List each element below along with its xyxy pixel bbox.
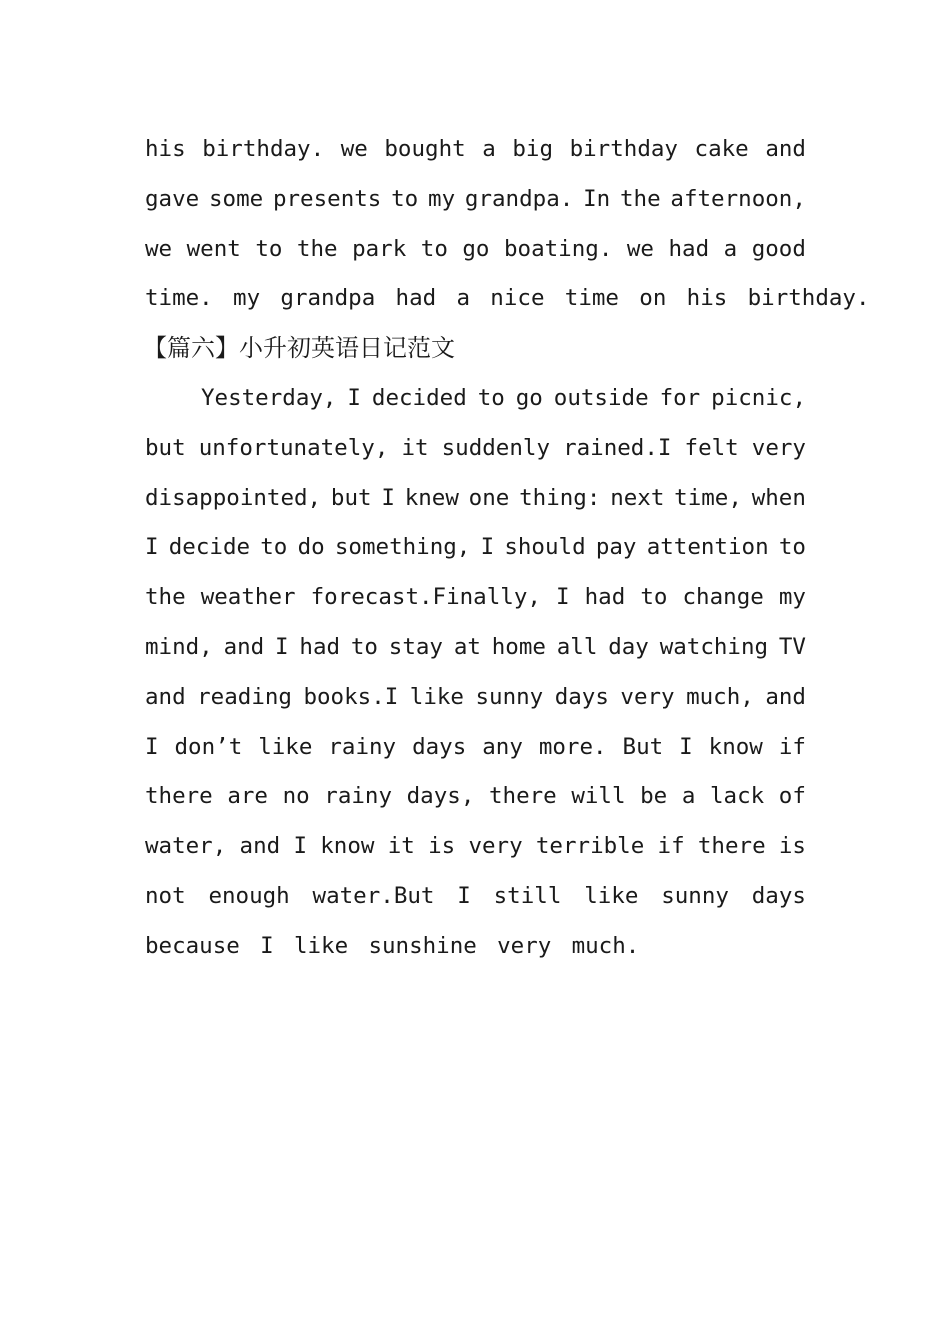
- word: be: [640, 783, 668, 810]
- text-line: [145, 573, 806, 623]
- text-line: [145, 125, 806, 175]
- word: lack: [709, 783, 765, 810]
- word: to: [350, 633, 378, 660]
- word: some: [208, 185, 264, 212]
- word: disappointed,: [145, 484, 322, 511]
- word: know: [708, 733, 763, 760]
- word: terrible: [535, 833, 645, 860]
- document-body: [143, 125, 870, 972]
- word: like: [584, 882, 639, 909]
- word: I: [145, 534, 159, 561]
- word: I: [480, 534, 495, 561]
- word: birthday.: [202, 136, 325, 162]
- word: will: [571, 783, 626, 810]
- word: and: [223, 633, 265, 660]
- paragraph-rainy-day: [145, 374, 806, 972]
- word: I: [275, 633, 289, 660]
- word: like: [409, 683, 464, 710]
- word: day: [608, 633, 649, 660]
- word: had: [584, 584, 626, 611]
- word: In: [583, 185, 611, 212]
- word: a: [482, 136, 496, 162]
- word: cake: [694, 136, 749, 162]
- word: I: [556, 584, 570, 611]
- word: decide: [168, 534, 251, 561]
- word: outside: [553, 384, 649, 411]
- word: there: [145, 783, 213, 810]
- word: mind,: [145, 633, 213, 660]
- word: to: [260, 534, 288, 561]
- text-line: [145, 175, 806, 225]
- word: rainy: [328, 733, 397, 760]
- word: days: [554, 683, 609, 710]
- word: stay: [388, 633, 443, 660]
- paragraph-birthday: [145, 125, 870, 324]
- word: good: [751, 235, 806, 262]
- word: still: [493, 882, 562, 909]
- text-line: [145, 772, 806, 822]
- text-line: time. my grandpa had a nice time on his birthday.: [145, 285, 870, 312]
- word: but: [145, 434, 186, 461]
- word: one: [468, 484, 510, 511]
- word: I: [293, 833, 307, 860]
- text-line: [145, 723, 806, 773]
- word: books.I: [303, 683, 399, 710]
- word: big: [512, 136, 554, 162]
- word: birthday: [569, 136, 678, 162]
- word: reading: [197, 683, 292, 710]
- word: next: [610, 484, 665, 511]
- word: presents: [272, 185, 382, 212]
- word: my: [778, 584, 806, 611]
- word: the: [619, 185, 661, 212]
- word: thing:: [519, 484, 601, 511]
- text-line: [145, 225, 806, 275]
- word: park: [352, 235, 407, 262]
- word: for: [659, 384, 701, 411]
- word: had: [668, 235, 710, 262]
- word: the: [296, 235, 338, 262]
- word: rainy: [324, 783, 393, 810]
- word: sunny: [475, 683, 544, 710]
- word: should: [504, 534, 586, 561]
- word: afternoon,: [670, 185, 806, 212]
- word: at: [453, 633, 481, 660]
- word: we: [145, 235, 173, 262]
- word: any: [482, 733, 523, 760]
- word: know: [320, 833, 375, 860]
- word: boating.: [504, 235, 613, 262]
- word: of: [778, 783, 806, 810]
- word: to: [420, 235, 448, 262]
- text-line: [145, 424, 806, 474]
- word: we: [626, 235, 654, 262]
- word: knew: [404, 484, 459, 511]
- word: it: [401, 434, 429, 461]
- word: much,: [686, 683, 754, 710]
- word: is: [428, 833, 456, 860]
- word: if: [778, 733, 806, 760]
- text-line: [145, 474, 806, 524]
- word: is: [778, 833, 806, 860]
- word: felt: [684, 434, 739, 461]
- word: to: [255, 235, 283, 262]
- word: go: [515, 384, 543, 411]
- word: to: [640, 584, 668, 611]
- word: time,: [674, 484, 742, 511]
- word: all: [556, 633, 598, 660]
- word: and: [145, 683, 186, 710]
- word: something,: [334, 534, 471, 561]
- word: go: [462, 235, 490, 262]
- word: days,: [406, 783, 475, 810]
- word: But: [622, 733, 664, 760]
- text-line: [145, 623, 806, 673]
- word: no: [282, 783, 310, 810]
- word: to: [778, 534, 806, 561]
- word: more.: [538, 733, 607, 760]
- word: water,: [145, 833, 227, 860]
- word: days: [412, 733, 467, 760]
- word: if: [657, 833, 685, 860]
- word: grandpa.: [464, 185, 574, 212]
- word: my: [428, 185, 456, 212]
- word: a: [681, 783, 696, 810]
- word: gave: [145, 185, 200, 212]
- word: the: [145, 584, 186, 611]
- word: to: [477, 384, 505, 411]
- word: suddenly: [441, 434, 550, 461]
- word: a: [723, 235, 738, 262]
- word: and: [765, 683, 806, 710]
- word: to: [391, 185, 419, 212]
- word: enough: [208, 882, 290, 909]
- word: change: [682, 584, 764, 611]
- word: his: [145, 136, 186, 162]
- text-line: [145, 872, 806, 922]
- word: sunny: [661, 882, 729, 909]
- word: but: [330, 484, 372, 511]
- word: I: [145, 733, 159, 760]
- word: there: [488, 783, 557, 810]
- word: watching: [659, 633, 769, 660]
- word: and: [239, 833, 281, 860]
- word: I: [381, 484, 395, 511]
- word: weather: [200, 584, 296, 611]
- word: forecast.Finally,: [310, 584, 541, 611]
- word: picnic,: [711, 384, 806, 411]
- word: do: [297, 534, 325, 561]
- word: like: [258, 733, 313, 760]
- word: had: [299, 633, 341, 660]
- word: I: [457, 882, 471, 909]
- word: rained.I: [563, 434, 672, 461]
- word: went: [186, 235, 241, 262]
- word: decided: [371, 384, 467, 411]
- word: Yesterday,: [201, 384, 337, 411]
- word: very: [468, 833, 523, 860]
- word: I: [347, 384, 361, 411]
- word: unfortunately,: [198, 434, 389, 461]
- word: are: [227, 783, 268, 810]
- word: I: [679, 733, 693, 760]
- text-line: [145, 822, 806, 872]
- word: very: [751, 434, 806, 461]
- word: days: [751, 882, 806, 909]
- word: attention: [646, 534, 769, 561]
- text-line: [145, 523, 806, 573]
- text-line: [145, 374, 806, 424]
- word: it: [387, 833, 415, 860]
- word: not: [145, 882, 186, 909]
- text-line: because I like sunshine very much.: [145, 932, 640, 959]
- text-line: [145, 673, 806, 723]
- word: and: [765, 136, 806, 162]
- word: bought: [384, 136, 466, 162]
- word: water.But: [312, 882, 435, 909]
- section-heading: 【篇六】小升初英语日记范文: [143, 334, 455, 363]
- word: when: [751, 484, 806, 511]
- word: don’t: [174, 733, 243, 760]
- word: we: [340, 136, 368, 162]
- word: pay: [595, 534, 637, 561]
- word: very: [620, 683, 675, 710]
- word: TV: [778, 633, 806, 660]
- word: there: [697, 833, 766, 860]
- word: home: [491, 633, 546, 660]
